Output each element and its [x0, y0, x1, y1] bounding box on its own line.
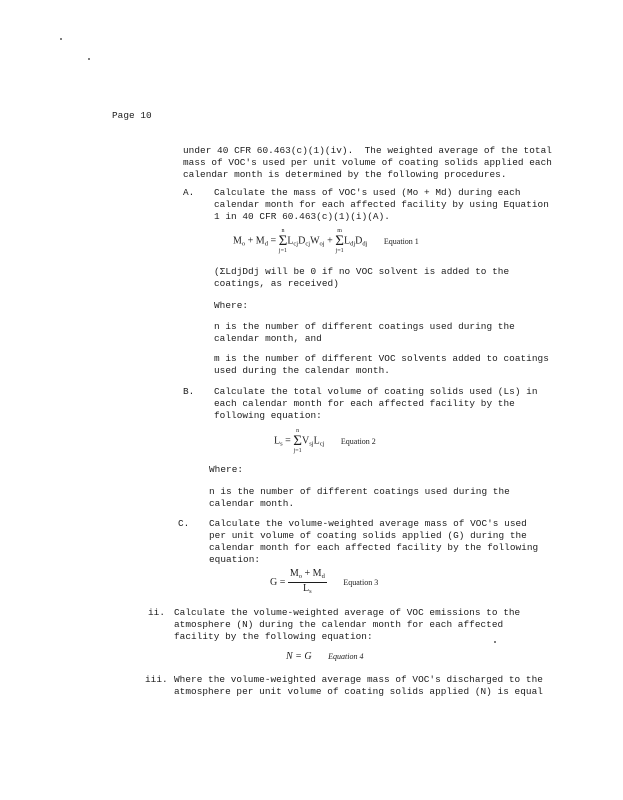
scan-speck: [494, 641, 496, 643]
intro-line: mass of VOC's used per unit volume of coating solids applied each: [183, 157, 552, 168]
definition-line: n is the number of different coatings used during the: [214, 321, 515, 332]
eq1-term: L: [287, 235, 294, 247]
step-a-note: (ΣLdjDdj will be 0 if no VOC solvent is added to the: [214, 266, 510, 277]
eq4-expression: N = G: [286, 651, 312, 662]
sum-upper-limit: m: [337, 228, 342, 234]
eq3-num-sub: o: [298, 573, 303, 580]
sum-lower-limit: j=1: [335, 248, 344, 254]
eq1-lhs-sub: o: [241, 240, 246, 248]
eq3-denominator: [288, 583, 327, 597]
eq3-num-plus: + M: [302, 568, 322, 579]
eq3-den-term: L: [303, 583, 310, 594]
step-ii-line: atmosphere (N) during the calendar month for each affected: [174, 619, 504, 630]
equation-4: [286, 651, 363, 662]
summation-symbol: m Σ j=1: [335, 228, 344, 254]
intro-line: under 40 CFR 60.463(c)(1)(iv). The weighted average of the total: [183, 145, 552, 156]
step-a-line: Calculate the mass of VOC's used (Mo + Md) during each: [214, 187, 521, 198]
step-ii-line: facility by the following equation:: [174, 631, 373, 642]
eq1-term-sub: oj: [319, 240, 325, 248]
eq2-term: L: [313, 435, 320, 447]
eq2-term: V: [302, 435, 310, 447]
step-a-note: coatings, as received): [214, 278, 339, 289]
step-iii-line: atmosphere per unit volume of coating solids applied (N) is equal: [174, 686, 543, 697]
eq1-term: L: [343, 235, 351, 247]
step-a-label: A.: [183, 187, 195, 198]
eq1-term-sub: cj: [293, 240, 299, 248]
step-c-line: per unit volume of coating solids applied (G) during the: [209, 530, 527, 541]
equation-2: [274, 428, 376, 454]
step-c-line: equation:: [209, 554, 261, 565]
eq2-term-sub: cj: [319, 440, 325, 448]
definition-line: calendar month, and: [214, 333, 322, 344]
step-c-line: calendar month for each affected facility by the following: [209, 542, 539, 553]
where-label: Where:: [214, 300, 249, 311]
sum-lower-limit: j=1: [278, 248, 287, 254]
equation-1: $M_o + M_d$ = n Σ j=1 $L_{cj}D_{cj}W_{oj}$ + m Σ j=1 $L_{dj}D_{dj}$ Equation 1: [233, 228, 419, 254]
eq3-numerator: [288, 568, 327, 583]
eq3-den-sub: s: [309, 588, 312, 595]
equation-label: Equation 1: [383, 236, 419, 246]
eq1-term-sub: dj: [362, 240, 368, 248]
step-ii-label: ii.: [148, 607, 166, 618]
step-ii-line: Calculate the volume-weighted average of VOC emissions to the: [174, 607, 521, 618]
definition-line: calendar month.: [209, 498, 295, 509]
intro-line: calendar month is determined by the following procedures.: [183, 169, 507, 180]
eq2-lhs: L: [274, 435, 281, 447]
eq1-term: W: [310, 235, 320, 247]
scan-speck: [88, 58, 90, 60]
step-iii-label: iii.: [145, 674, 168, 685]
eq3-lhs: G: [270, 577, 278, 588]
eq3-num-plus-sub: d: [321, 573, 325, 580]
eq3-num-term: M: [289, 568, 299, 579]
step-b-line: Calculate the total volume of coating solids used (Ls) in: [214, 386, 538, 397]
summation-symbol: n Σ j=1: [293, 428, 303, 454]
page-number: Page 10: [112, 110, 152, 121]
equation-label: Equation 3: [343, 578, 379, 587]
sum-upper-limit: n: [281, 228, 285, 234]
eq1-term: D: [355, 235, 363, 247]
sum-upper-limit: n: [296, 428, 300, 434]
where-label: Where:: [209, 464, 244, 475]
definition-line: m is the number of different VOC solvents added to coatings: [214, 353, 549, 364]
step-b-line: each calendar month for each affected facility by the: [214, 398, 515, 409]
step-b-line: following equation:: [214, 410, 322, 421]
eq1-term-sub: dj: [350, 240, 356, 248]
step-iii-line: Where the volume-weighted average mass of VOC's discharged to the: [174, 674, 543, 685]
sum-lower-limit: j=1: [293, 448, 302, 454]
eq3-fraction: [288, 568, 327, 597]
scan-speck: [60, 38, 62, 40]
definition-line: n is the number of different coatings used during the: [209, 486, 510, 497]
definition-line: used during the calendar month.: [214, 365, 390, 376]
equation-3: [270, 568, 378, 597]
equation-label: Equation 2: [340, 436, 376, 446]
step-c-line: Calculate the volume-weighted average mass of VOC's used: [209, 518, 527, 529]
eq1-plus: + M: [245, 235, 265, 247]
summation-symbol: n Σ j=1: [278, 228, 288, 254]
eq2-lhs-sub: s: [280, 440, 283, 448]
eq1-term: D: [298, 235, 306, 247]
eq1-equals: =: [267, 235, 279, 247]
equation-label: Equation 4: [328, 652, 364, 662]
step-a-line: 1 in 40 CFR 60.463(c)(1)(i)(A).: [214, 211, 390, 222]
step-b-label: B.: [183, 386, 195, 397]
eq1-plus-sub: d: [264, 240, 268, 248]
step-a-line: calendar month for each affected facility by using Equation: [214, 199, 549, 210]
eq3-equals: =: [277, 577, 288, 588]
eq1-term-sub: cj: [305, 240, 311, 248]
eq2-equals: =: [282, 435, 294, 447]
eq1-lhs: M: [233, 235, 242, 247]
eq2-term-sub: sj: [309, 440, 314, 448]
step-c-label: C.: [178, 518, 190, 529]
